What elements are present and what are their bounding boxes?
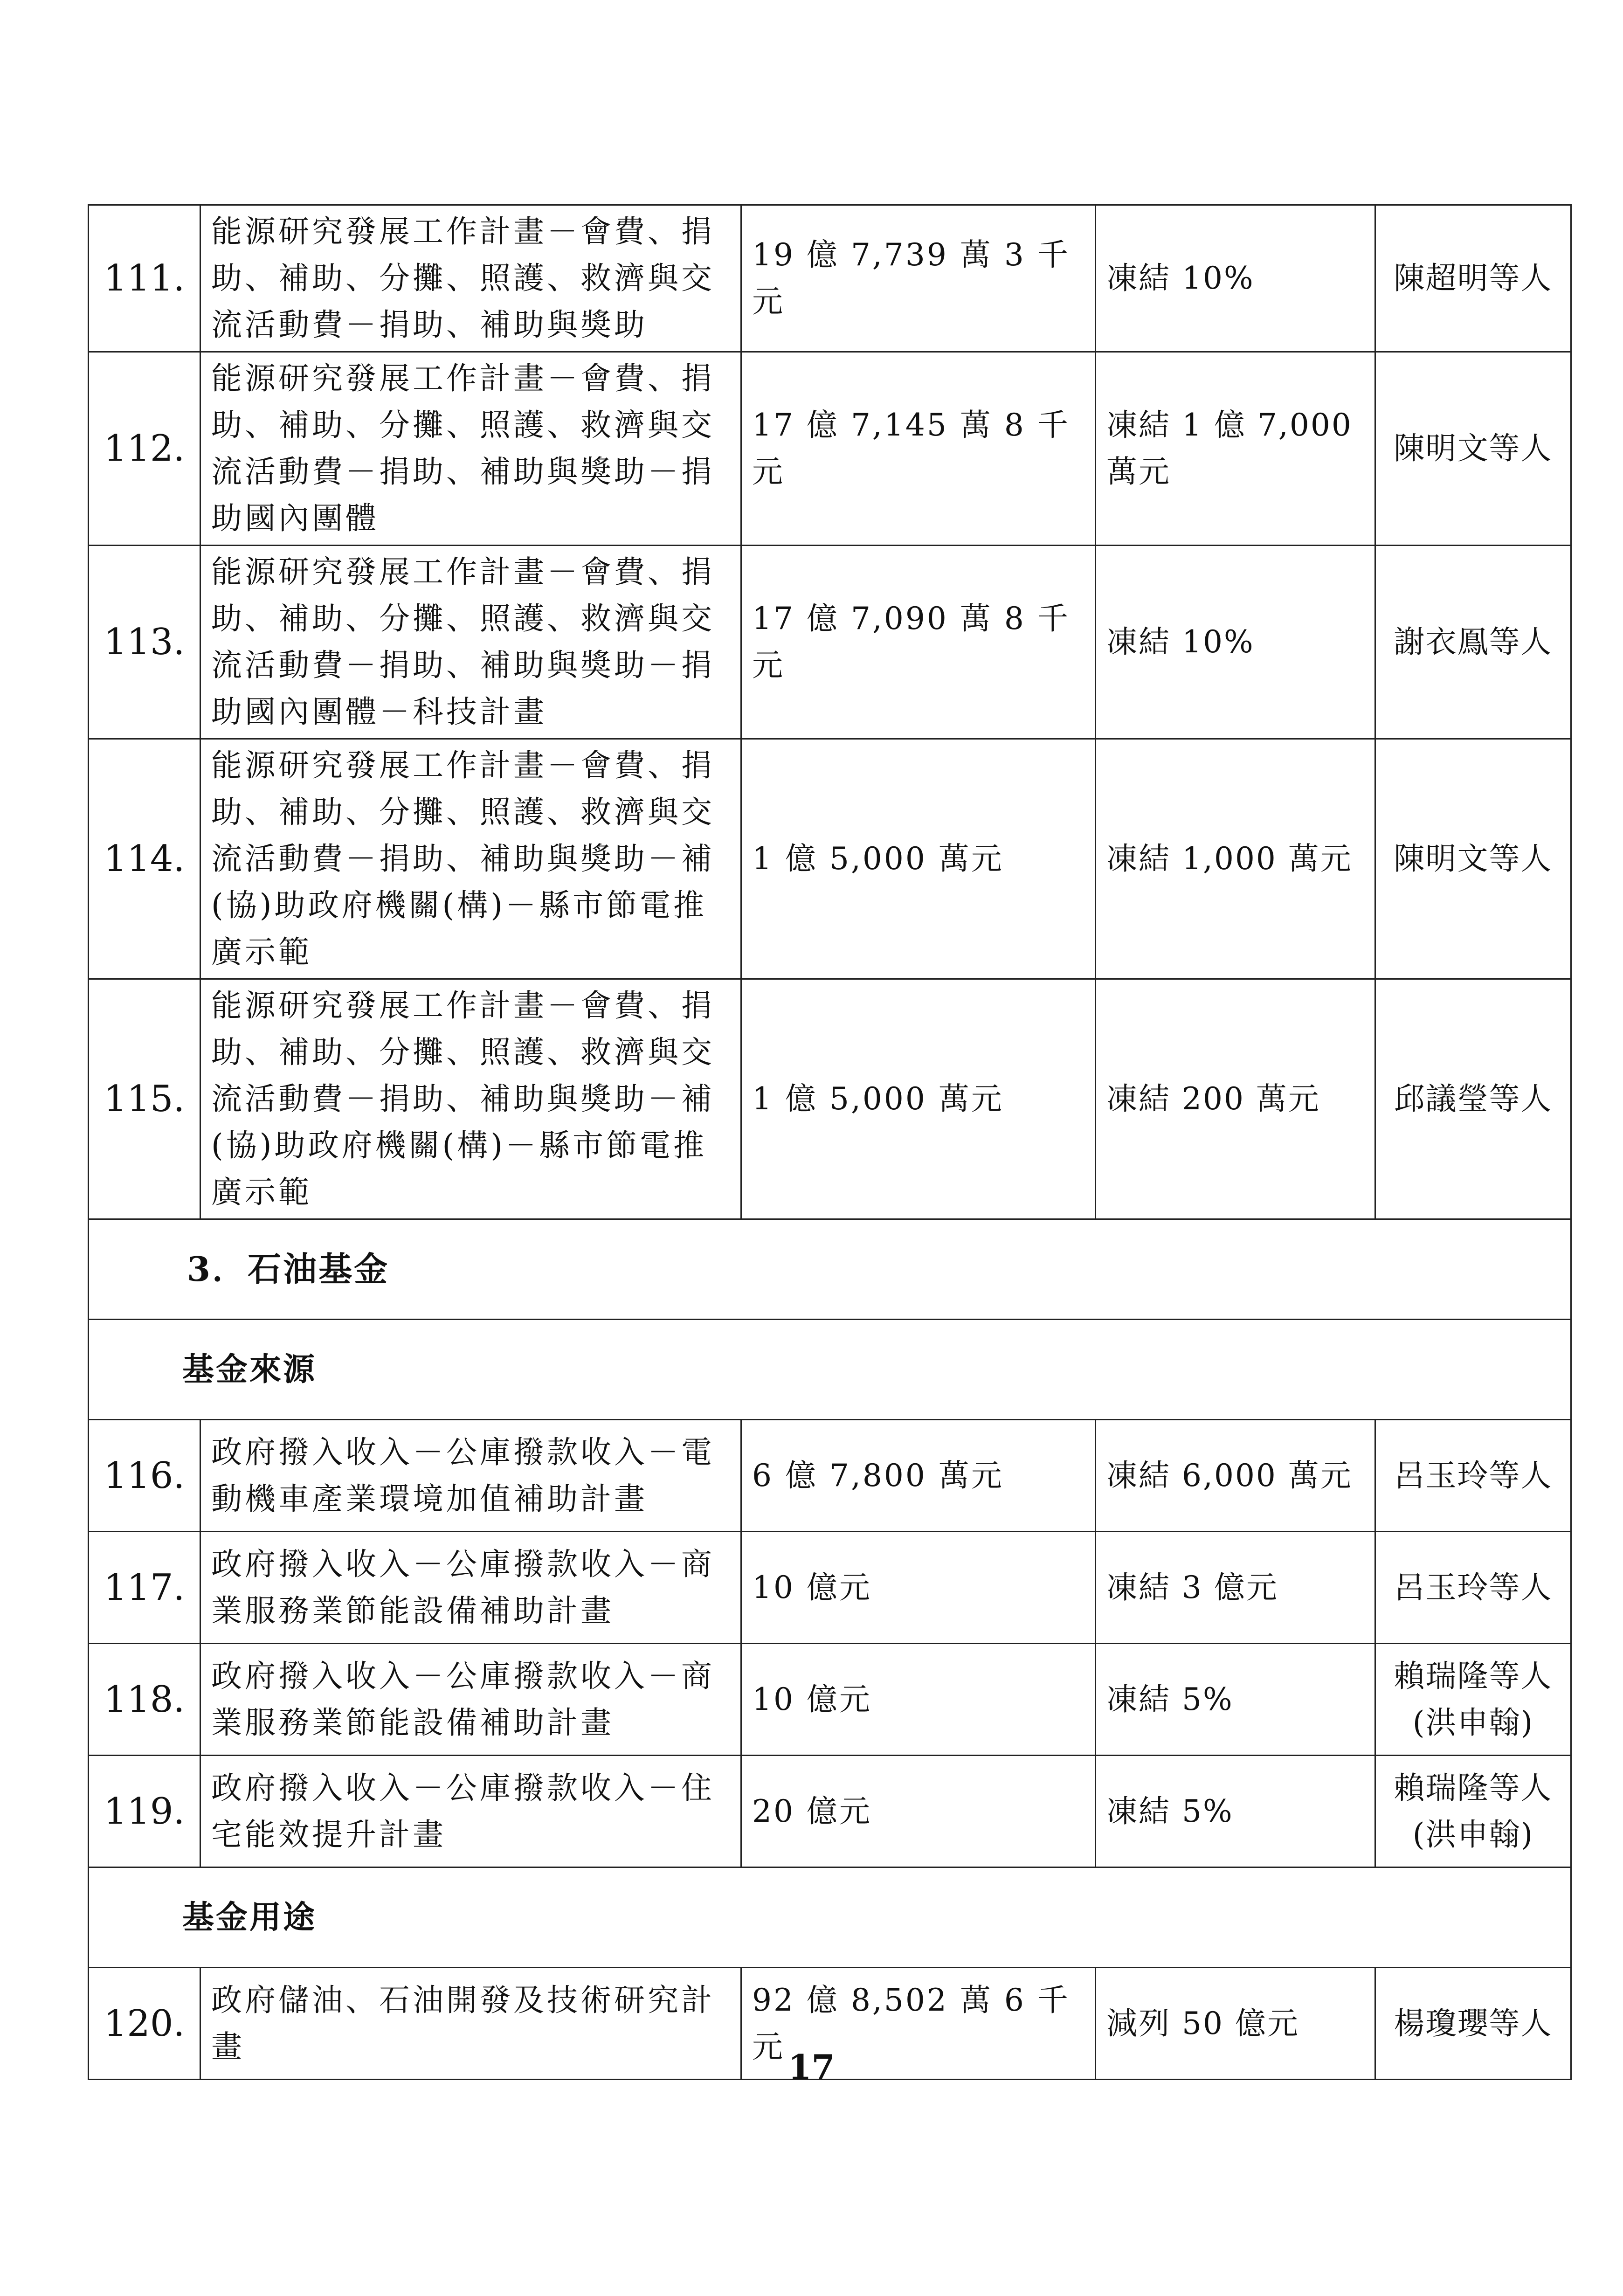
proposed-action: 凍結 6,000 萬元: [1096, 1420, 1375, 1532]
budget-item: 能源研究發展工作計畫－會費、捐助、補助、分攤、照護、救濟與交流活動費－捐助、補助與獎助－捐助國內團體: [200, 352, 741, 546]
proposer: 楊瓊瓔等人: [1375, 1968, 1571, 2080]
budget-amount: 1 億 5,000 萬元: [741, 739, 1096, 979]
proposer: 陳明文等人: [1375, 352, 1571, 546]
proposed-action: 凍結 1 億 7,000 萬元: [1096, 352, 1375, 546]
row-number: 114.: [89, 739, 200, 979]
proposed-action: 凍結 10%: [1096, 546, 1375, 739]
table-row: [89, 1420, 1571, 1532]
budget-item: 能源研究發展工作計畫－會費、捐助、補助、分攤、照護、救濟與交流活動費－捐助、補助與獎助: [200, 205, 741, 352]
proposer: 賴瑞隆等人(洪申翰): [1375, 1644, 1571, 1756]
table-row: [89, 352, 1571, 546]
section-row: [89, 1219, 1571, 1320]
proposed-action: 凍結 5%: [1096, 1644, 1375, 1756]
budget-table: [88, 204, 1570, 2080]
proposer: 陳明文等人: [1375, 739, 1571, 979]
row-number: 115.: [89, 979, 200, 1219]
budget-item: 能源研究發展工作計畫－會費、捐助、補助、分攤、照護、救濟與交流活動費－捐助、補助與獎助－補(協)助政府機關(構)－縣市節電推廣示範: [200, 979, 741, 1219]
table-row: [89, 739, 1571, 979]
row-number: 113.: [89, 546, 200, 739]
budget-amount: 17 億 7,145 萬 8 千元: [741, 352, 1096, 546]
row-number: 119.: [89, 1756, 200, 1867]
table-body: [89, 205, 1571, 2080]
budget-amount: 10 億元: [741, 1532, 1096, 1644]
proposer: 邱議瑩等人: [1375, 979, 1571, 1219]
proposer: 呂玉玲等人: [1375, 1420, 1571, 1532]
budget-item: 政府撥入收入－公庫撥款收入－住宅能效提升計畫: [200, 1756, 741, 1867]
proposed-action: 凍結 1,000 萬元: [1096, 739, 1375, 979]
table-row: [89, 546, 1571, 739]
budget-item: 政府撥入收入－公庫撥款收入－商業服務業節能設備補助計畫: [200, 1644, 741, 1756]
budget-amount: 10 億元: [741, 1644, 1096, 1756]
budget-amount: 20 億元: [741, 1756, 1096, 1867]
proposed-action: 凍結 3 億元: [1096, 1532, 1375, 1644]
proposed-action: 凍結 10%: [1096, 205, 1375, 352]
section-title: 3．石油基金: [89, 1219, 1571, 1320]
row-number: 116.: [89, 1420, 200, 1532]
subsection-row: [89, 1320, 1571, 1420]
budget-item: 能源研究發展工作計畫－會費、捐助、補助、分攤、照護、救濟與交流活動費－捐助、補助與獎助－補(協)助政府機關(構)－縣市節電推廣示範: [200, 739, 741, 979]
budget-item: 政府儲油、石油開發及技術研究計畫: [200, 1968, 741, 2080]
table-row: [89, 1756, 1571, 1867]
table-row: [89, 1644, 1571, 1756]
budget-amount: 1 億 5,000 萬元: [741, 979, 1096, 1219]
budget-item: 政府撥入收入－公庫撥款收入－商業服務業節能設備補助計畫: [200, 1532, 741, 1644]
row-number: 112.: [89, 352, 200, 546]
subsection-row: [89, 1867, 1571, 1968]
budget-item: 政府撥入收入－公庫撥款收入－電動機車產業環境加值補助計畫: [200, 1420, 741, 1532]
budget-amount: 17 億 7,090 萬 8 千元: [741, 546, 1096, 739]
table-row: [89, 1532, 1571, 1644]
table-row: [89, 979, 1571, 1219]
proposed-action: 減列 50 億元: [1096, 1968, 1375, 2080]
row-number: 117.: [89, 1532, 200, 1644]
row-number: 120.: [89, 1968, 200, 2080]
budget-item: 能源研究發展工作計畫－會費、捐助、補助、分攤、照護、救濟與交流活動費－捐助、補助與獎助－捐助國內團體－科技計畫: [200, 546, 741, 739]
budget-amount: 92 億 8,502 萬 6 千元: [741, 1968, 1096, 2080]
subsection-title-source: 基金來源: [89, 1320, 1571, 1420]
page-number: 17: [788, 2047, 835, 2087]
budget-amount: 6 億 7,800 萬元: [741, 1420, 1096, 1532]
proposer: 賴瑞隆等人(洪申翰): [1375, 1756, 1571, 1867]
row-number: 118.: [89, 1644, 200, 1756]
row-number: 111.: [89, 205, 200, 352]
proposed-action: 凍結 200 萬元: [1096, 979, 1375, 1219]
subsection-title-use: 基金用途: [89, 1867, 1571, 1968]
table-row: [89, 205, 1571, 352]
proposed-action: 凍結 5%: [1096, 1756, 1375, 1867]
proposer: 陳超明等人: [1375, 205, 1571, 352]
proposer: 謝衣鳯等人: [1375, 546, 1571, 739]
budget-amount: 19 億 7,739 萬 3 千元: [741, 205, 1096, 352]
proposer: 呂玉玲等人: [1375, 1532, 1571, 1644]
